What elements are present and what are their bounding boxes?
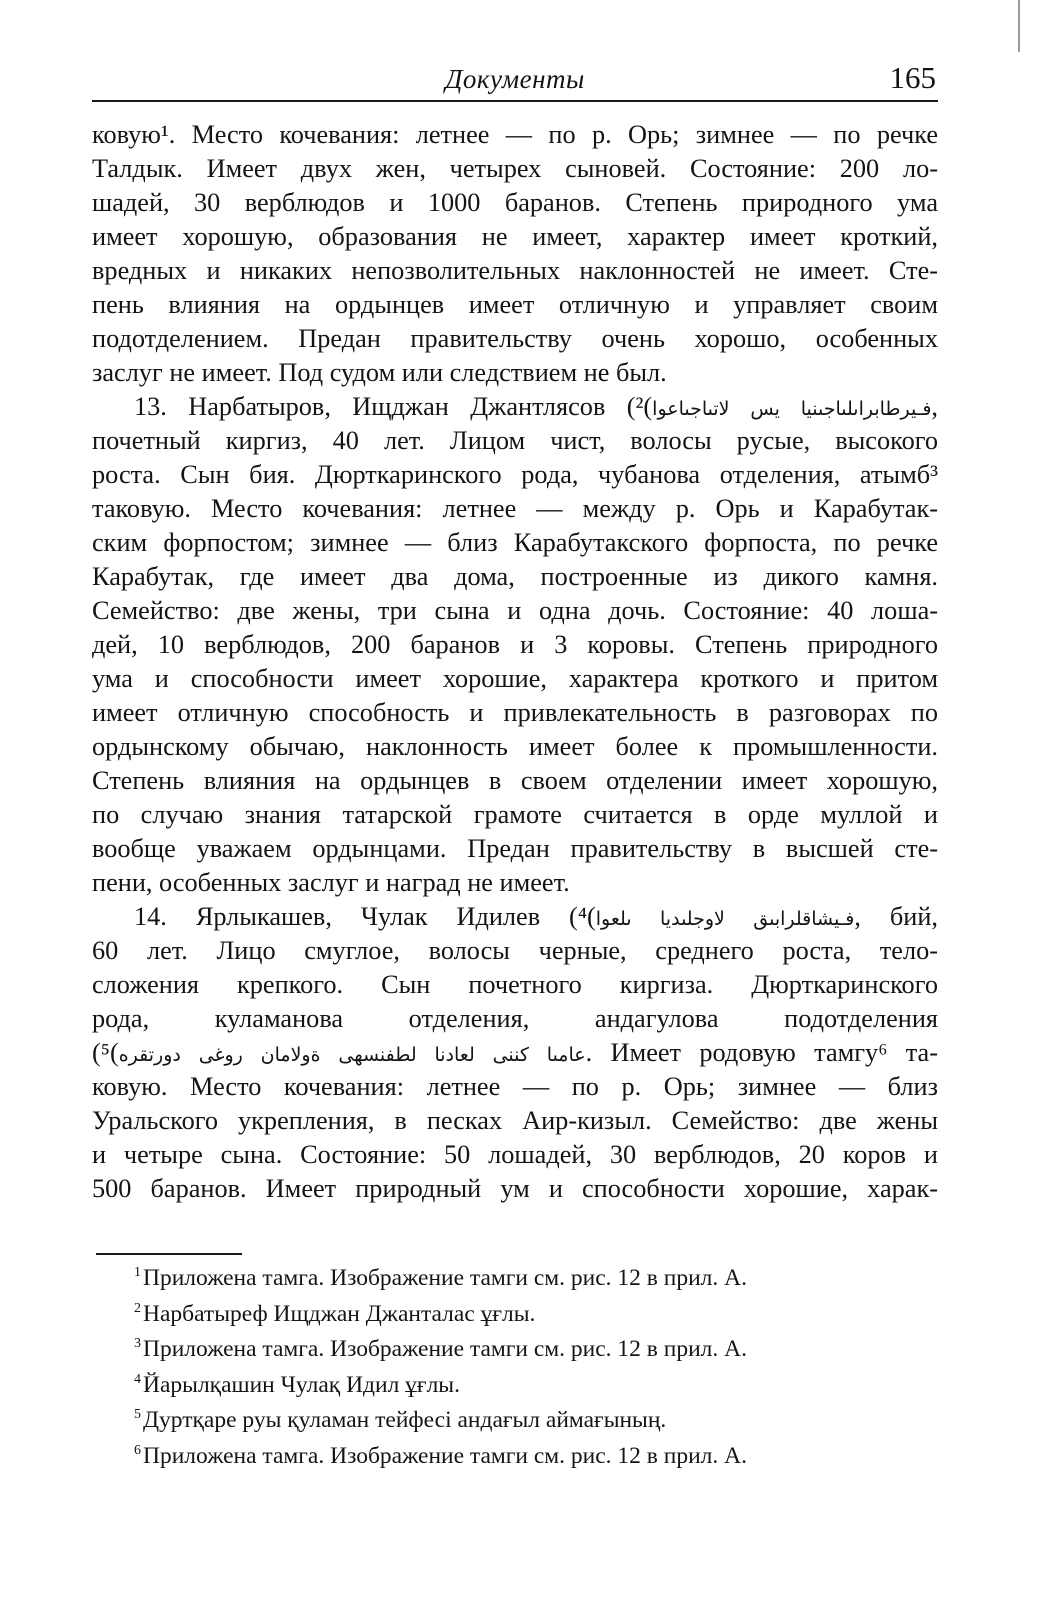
footnote-rule bbox=[96, 1253, 242, 1255]
body-line-entry-14 bbox=[92, 900, 938, 934]
running-title: Документы bbox=[445, 64, 585, 94]
arabic-script-name-14: فـيشاقلرابىق لاوجلىدیا ىلعوا bbox=[595, 908, 855, 930]
body-line: ским форпостом; зимнее — близ Карабутакского форпоста, по речке bbox=[92, 528, 938, 557]
header-rule bbox=[92, 100, 938, 102]
subdivision-end: )⁵. Имеет родовую тамгу⁶ та- bbox=[100, 1038, 938, 1067]
footnote-text: Приложена тамга. Изображение тамги см. рис. 12 в прил. А. bbox=[143, 1442, 748, 1469]
body-line: ордынскому обычаю, наклонность имеет более к промышленности. bbox=[92, 732, 938, 761]
body-line: дей, 10 верблюдов, 200 баранов и 3 коровы. Степень природного bbox=[92, 630, 938, 659]
footnote-number: 2 bbox=[134, 1300, 141, 1316]
body-line: таковую. Место кочевания: летнее — между р. Орь и Карабутак- bbox=[92, 494, 938, 523]
body-line: 500 баранов. Имеет природный ум и способности хорошие, харак- bbox=[92, 1174, 938, 1203]
footnote-text: Приложена тамга. Изображение тамги см. рис. 12 в прил. А. bbox=[143, 1336, 748, 1362]
page-number: 165 bbox=[889, 60, 936, 95]
body-line: шадей, 30 верблюдов и 1000 баранов. Степень природного ума bbox=[92, 188, 938, 217]
body-line: 60 лет. Лицо смуглое, волосы черные, среднего роста, тело- bbox=[92, 936, 938, 965]
entry-14-start: 14. Ярлыкашев, Чулак Идилев ( bbox=[134, 902, 578, 931]
body-line: роста. Сын бия. Дюрткаринского рода, чубанова отделения, атымб³ bbox=[92, 460, 938, 489]
body-line: почетный киргиз, 40 лет. Лицом чист, волосы русые, высокого bbox=[92, 426, 938, 455]
body-line: пень влияния на ордынцев имеет отличную и управляет своим bbox=[92, 290, 938, 319]
entry-14-end: )⁴, бий, bbox=[577, 902, 938, 931]
arabic-script-name-13: فـيرطابراىلىاجىنيا يس لاتىاجىاعوا bbox=[652, 398, 932, 420]
entry-13-start: 13. Нарбатыров, Ищджан Джантлясов ( bbox=[134, 392, 636, 421]
body-line: Карабутак, где имеет два дома, построенные из дикого камня. bbox=[92, 562, 938, 591]
footnote-item bbox=[134, 1403, 934, 1439]
scan-edge-line bbox=[1018, 0, 1020, 52]
footnote-number: 1 bbox=[134, 1265, 141, 1280]
footnote-text: Нарбатыреф Ищджан Джанталас ұғлы. bbox=[143, 1300, 536, 1327]
running-header bbox=[92, 58, 938, 100]
body-line: по случаю знания татарской грамоте считается в орде муллой и bbox=[92, 800, 938, 829]
body-line: пени, особенных заслуг и наград не имеет. bbox=[92, 868, 570, 897]
body-line: заслуг не имеет. Под судом или следствием не был. bbox=[92, 358, 667, 387]
footnote-item bbox=[134, 1368, 934, 1404]
footnote-number: 4 bbox=[134, 1371, 141, 1387]
body-line: ума и способности имеет хорошие, характера кроткого и притом bbox=[92, 664, 938, 693]
footnote-number: 6 bbox=[134, 1442, 141, 1458]
body-line-arabic-subdivision bbox=[92, 1036, 938, 1070]
footnote-number: 3 bbox=[134, 1336, 141, 1351]
body-line: и четыре сына. Состояние: 50 лошадей, 30 верблюдов, 20 коров и bbox=[92, 1140, 938, 1169]
body-line: подотделением. Предан правительству очень хорошо, особенных bbox=[92, 324, 938, 353]
footnote-item bbox=[134, 1297, 934, 1333]
body-line: рода, куламанова отделения, андагулова подотделения bbox=[92, 1004, 938, 1033]
body-line: вредных и никаких непозволительных наклонностей не имеет. Сте- bbox=[92, 256, 938, 285]
body-line: Уральского укрепления, в песках Аир-кизыл. Семейство: две жены bbox=[92, 1106, 938, 1135]
footnote-text: Йарылқашин Чулақ Идил ұғлы. bbox=[143, 1371, 460, 1398]
arabic-script-subdivision: عامىا كننى لعادنا لطفنسهى ةولامان روغى دورتقره bbox=[118, 1044, 586, 1066]
footnote-text: Приложена тамга. Изображение тамги см. рис. 12 в прил. А. bbox=[143, 1265, 748, 1291]
body-line: сложения крепкого. Сын почетного киргиза. Дюрткаринского bbox=[92, 970, 938, 999]
footnote-number: 5 bbox=[134, 1407, 141, 1422]
footnote-item bbox=[134, 1261, 934, 1297]
body-line: Талдык. Имеет двух жен, четырех сыновей. Состояние: 200 ло- bbox=[92, 154, 938, 183]
body-line: вообще уважаем ордынцами. Предан правительству в высшей сте- bbox=[92, 834, 938, 863]
footnote-text: Дуртқаре руы қуламан тейфесі андағыл аймағының. bbox=[143, 1407, 667, 1433]
subdivision-open: ( bbox=[92, 1038, 101, 1067]
entry-13-end: )², bbox=[635, 392, 938, 421]
footnote-item bbox=[134, 1439, 934, 1475]
body-line: ковую¹. Место кочевания: летнее — по р. Орь; зимнее — по речке bbox=[92, 120, 938, 149]
body-line: имеет хорошую, образования не имеет, характер имеет кроткий, bbox=[92, 222, 938, 251]
body-line-entry-13 bbox=[92, 390, 938, 424]
body-line: имеет отличную способность и привлекательность в разговорах по bbox=[92, 698, 938, 727]
body-line: Степень влияния на ордынцев в своем отделении имеет хорошую, bbox=[92, 766, 938, 795]
footnotes bbox=[134, 1261, 934, 1474]
body-text bbox=[92, 118, 938, 1206]
body-line: ковую. Место кочевания: летнее — по р. Орь; зимнее — близ bbox=[92, 1072, 938, 1101]
body-line: Семейство: две жены, три сына и одна дочь. Состояние: 40 лоша- bbox=[92, 596, 938, 625]
footnote-item bbox=[134, 1332, 934, 1368]
